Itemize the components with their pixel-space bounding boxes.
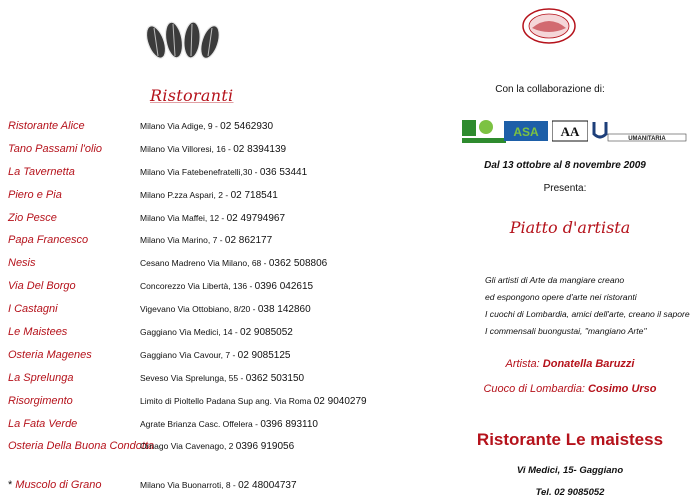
cuoco-label: Cuoco di Lombardia: [483,383,589,395]
arte-da-mangiare-logo [520,6,578,46]
host-restaurant-phone: Tel. 02 9085052 [535,487,605,498]
restaurant-address [140,258,327,269]
restaurant-name: Nesis [8,257,36,270]
collaboration-text: Con la collaborazione di: [495,84,605,95]
restaurant-street: Milano Via Fatebenefratelli,30 - [140,166,260,177]
restaurant-row [8,438,363,461]
restaurant-name: Le Maistees [8,326,68,339]
restaurant-street: Milano Via Villoresi, 16 - [140,143,234,154]
restaurant-name: Zio Pesce [8,211,57,224]
restaurant-phone: 0396 042615 [254,281,314,293]
restaurant-row [8,141,363,164]
restaurant-phone: 02 9085125 [237,349,291,361]
restaurant-address [140,121,273,132]
event-description [485,272,695,340]
description-line: I cuochi di Lombardia, amici dell'arte, creano il sapore [485,309,690,319]
restaurant-phone: 02 8394139 [233,143,287,155]
restaurant-phone: 02 48004737 [238,480,297,492]
restaurant-address [140,419,318,430]
restaurant-name: La Fata Verde [8,417,78,430]
svg-text:UMANITARIA: UMANITARIA [628,136,666,142]
sunflower-seeds-icon [140,18,232,66]
sponsor-logos [460,118,690,148]
restaurant-address [140,396,367,407]
restaurant-name: Piero e Pia [8,188,62,201]
restaurant-address [140,190,278,201]
restaurant-street: Milano P.zza Aspari, 2 - [140,189,231,200]
restaurant-name: Osteria Della Buona Condotta [8,440,155,453]
restaurant-street: Vigevano Via Ottobiano, 8/20 - [140,304,258,315]
restaurant-street: Agrate Brianza Casc. Offelera - [140,418,261,429]
host-restaurant-name: Ristorante Le maistess [476,430,664,449]
restaurant-phone: 0396 919056 [235,441,295,453]
restaurant-street: Gaggiano Via Medici, 14 - [140,327,241,338]
restaurant-address [140,144,286,155]
umanitaria-logo [592,118,688,144]
restaurant-street: Limito di Pioltello Padana Sup ang. Via Roma [140,395,314,406]
description-line: ed espongono opere d'arte nei ristoranti [485,292,637,302]
restaurant-row [8,324,363,347]
restaurant-name-text: Muscolo di Grano [15,479,102,492]
restaurant-row [8,232,363,255]
restaurant-row [8,255,363,278]
restaurant-name [8,479,102,491]
restaurant-street: Gaggiano Via Cavour, 7 - [140,349,238,360]
svg-text:ASA: ASA [513,125,539,139]
restaurant-list [8,118,367,500]
restaurant-row [8,477,363,500]
restaurant-name: I Castagni [8,303,58,316]
restaurant-address [140,480,297,491]
restaurant-street: Milano Via Adige, 9 - [140,121,221,131]
host-restaurant-address: Vi Medici, 15- Gaggiano [516,465,624,476]
description-line: Gli artisti di Arte da mangiare creano [485,275,625,285]
restaurant-phone: 02 718541 [230,189,278,201]
cuoco-name: Cosimo Urso [588,383,657,395]
artist-name: Donatella Baruzzi [542,358,635,370]
restaurant-address [140,213,285,224]
description-line: I commensali buongustai, "mangiano Arte" [485,326,647,336]
restaurant-phone: 038 142860 [257,304,311,316]
restaurant-name: Risorgimento [8,394,73,407]
restaurant-row [8,210,363,233]
restaurant-street: Seveso Via Sprelunga, 55 - [140,372,246,383]
restaurant-row [8,164,363,187]
restaurant-row [8,301,363,324]
restaurant-row [8,416,363,439]
restaurant-name: Via Del Borgo [8,280,76,293]
restaurant-address [140,304,311,315]
restaurant-name: Papa Francesco [8,234,89,247]
restaurant-row [8,187,363,210]
restaurant-name: La Tavernetta [8,165,75,178]
event-dates: Dal 13 ottobre al 8 novembre 2009 [484,160,646,171]
restaurant-street: Milano Via Marino, 7 - [140,235,225,246]
artist-line [460,358,680,370]
asterisk-mark: * [8,479,13,492]
restaurant-phone: 0396 893110 [260,418,318,430]
artist-label: Artista: [505,358,543,370]
asa-logo [504,118,548,144]
restaurant-row [8,393,367,416]
presenta-label: Presenta: [543,183,587,194]
cuoco-line [455,383,685,395]
restaurant-phone: 02 5462930 [220,121,274,132]
restaurant-address [140,350,291,361]
restaurant-phone: 0362 503150 [245,372,305,384]
restaurant-street: Ornago Via Cavenago, 2 [140,441,236,452]
restaurant-phone: 036 53441 [259,166,308,178]
restaurant-address [140,235,272,246]
restaurant-phone: 0362 508806 [268,258,328,270]
restaurant-street: Cesano Madreno Via Milano, 68 - [140,258,269,269]
restaurant-phone: 02 49794967 [226,212,286,224]
restaurant-row [8,118,363,141]
cuochi-lombardia-logo [460,118,508,144]
restaurant-address [140,281,313,292]
restaurant-row [8,347,363,370]
aa-logo [552,118,588,144]
restaurant-name: Tano Passami l'olio [8,142,103,155]
restaurant-address [140,327,293,338]
restaurant-row [8,278,363,301]
ristoranti-heading: Ristoranti [150,86,234,105]
restaurant-phone: 02 9085052 [240,327,293,339]
restaurant-phone: 02 862177 [224,235,273,247]
restaurant-street: Concorezzo Via Libertà, 136 - [140,281,255,292]
restaurant-phone: 02 9040279 [313,395,367,407]
restaurant-name: Ristorante Alice [8,120,85,132]
restaurant-address [140,441,294,452]
restaurant-name: Osteria Magenes [8,348,92,361]
restaurant-street: Milano Via Maffei, 12 - [140,212,227,223]
restaurant-row [8,370,363,393]
restaurant-address [140,167,307,178]
svg-text:AA: AA [560,124,580,139]
restaurant-address [140,373,304,384]
restaurant-name: La Sprelunga [8,371,74,384]
event-title: Piatto d'artista [509,218,631,237]
restaurant-street: Milano Via Buonarroti, 8 - [140,480,239,491]
